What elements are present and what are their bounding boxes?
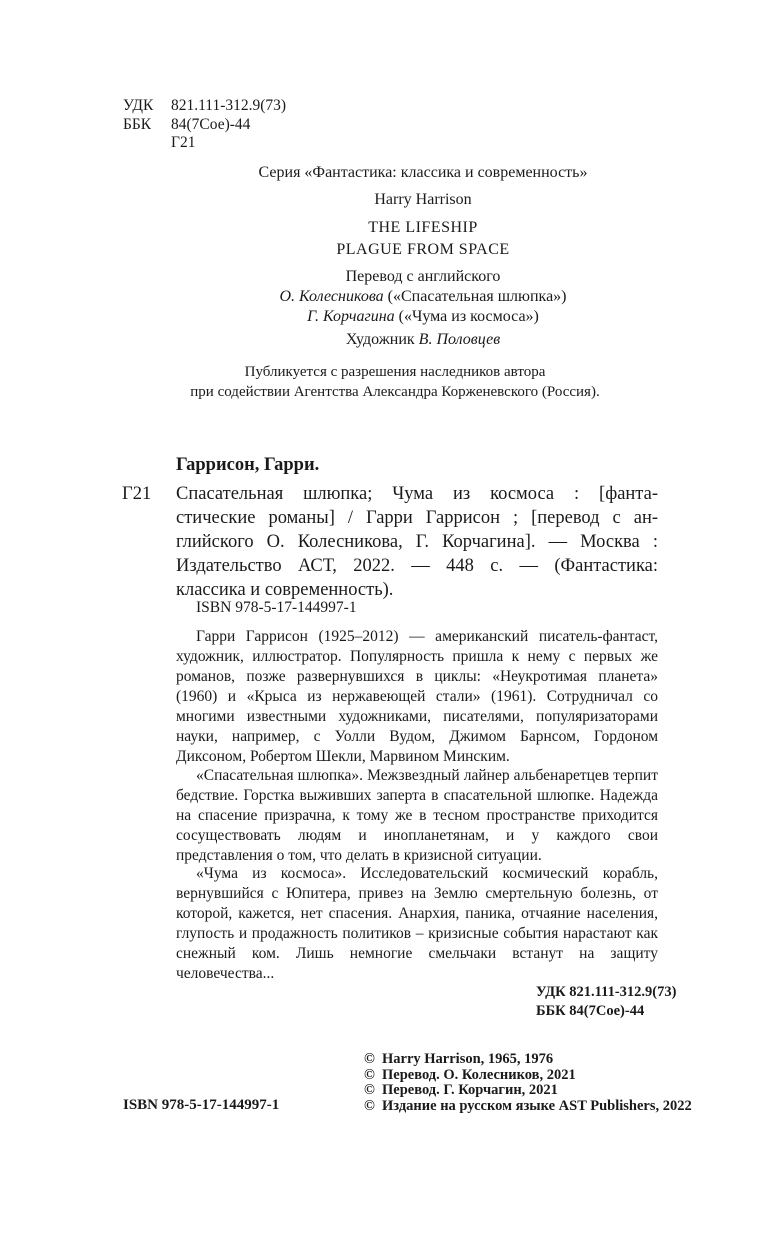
- artist-credit: [0, 330, 768, 350]
- translation-heading: Перевод с английского: [345, 268, 501, 285]
- catalog-line: Издательство АСТ, 2022. — 448 с. — (Фантастика:: [176, 556, 658, 576]
- catalog-code: Г21: [122, 484, 152, 504]
- annotation-paragraph: «Спасательная шлюпка». Межзвездный лайнер альбенаретцев терпит бедствие. Горстка выживших заперта в спасательной шлюпке. Надежда на спасение призрачна, к тому же в тесном пространстве приходится сосуществовать людям и инопланетянам, и у каждого свои представления о том, что делать в кризисной ситуации.: [176, 767, 658, 864]
- bottom-bbk: ББК 84(7Сое)-44: [536, 1003, 645, 1019]
- original-title-1: THE LIFESHIP: [368, 219, 478, 236]
- author-mark: Г21: [171, 134, 196, 151]
- copyright-text: Harry Harrison, 1965, 1976: [382, 1051, 554, 1067]
- copyright-text: Перевод. О. Колесников, 2021: [382, 1066, 576, 1083]
- copyright-symbol: ©: [364, 1097, 375, 1114]
- catalog-line: стические романы] / Гарри Гаррисон ; [перевод с ан-: [176, 508, 658, 528]
- copyright-line: [364, 1083, 692, 1099]
- series-line: Серия «Фантастика: классика и современность»: [258, 164, 588, 181]
- catalog-description: [176, 482, 658, 602]
- annotation-author-bio: [176, 627, 658, 767]
- udk-row: [123, 97, 286, 116]
- bbk-value: 84(7Сое)-44: [171, 115, 251, 133]
- copyright-text: Перевод. Г. Корчагин, 2021: [382, 1082, 558, 1098]
- copyright-text: Издание на русском языке AST Publishers, 2022: [382, 1097, 692, 1114]
- translator-1-title: («Спасательная шлюпка»): [383, 288, 567, 305]
- catalog-line: Спасательная шлюпка; Чума из космоса : [фанта-: [176, 484, 658, 504]
- copyright-symbol: ©: [364, 1082, 375, 1098]
- translator-2: [0, 307, 768, 327]
- translation-credits: [0, 267, 768, 327]
- copyright-line: [364, 1099, 692, 1115]
- udk-label: УДК: [123, 97, 154, 114]
- author-english: Harry Harrison: [374, 191, 472, 208]
- original-title-2: PLAGUE FROM SPACE: [336, 241, 510, 258]
- bottom-classification-codes: [536, 983, 676, 1021]
- translator-1: [0, 287, 768, 307]
- copyright-line: [364, 1052, 692, 1068]
- copyright-symbol: ©: [364, 1051, 375, 1067]
- classification-codes: [123, 97, 286, 153]
- artist-name: В. Половцев: [418, 331, 501, 348]
- translator-2-name: Г. Корчагина: [307, 308, 395, 325]
- permission-line-1: Публикуется с разрешения наследников автора: [244, 364, 546, 380]
- catalog-isbn: ISBN 978-5-17-144997-1: [196, 599, 357, 616]
- bbk-label: ББК: [123, 115, 152, 133]
- artist-label: Художник: [345, 331, 419, 348]
- catalog-author: Гаррисон, Гарри.: [176, 455, 320, 475]
- copyright-symbol: ©: [364, 1066, 375, 1083]
- annotation-lifeship: [176, 766, 658, 866]
- annotation-paragraph: «Чума из космоса». Исследовательский космический корабль, вернувшийся с Юпитера, привез на Землю смертельную болезнь, от которой, кажется, нет спасения. Анархия, паника, отчаяние населения, глупость и продажность политиков – кризисные события нарастают как снежный ком. Лишь немногие смельчаки встанут на защиту человечества...: [176, 865, 658, 982]
- bottom-udk: УДК 821.111-312.9(73): [536, 984, 677, 1000]
- permission-notice: [0, 362, 768, 402]
- annotation-plague: [176, 864, 658, 984]
- original-titles: [0, 217, 768, 261]
- translator-1-name: О. Колесникова: [279, 288, 384, 305]
- bottom-isbn: ISBN 978-5-17-144997-1: [123, 1097, 280, 1113]
- copyright-notices: [364, 1052, 692, 1114]
- catalog-line: классика и современность).: [176, 580, 394, 600]
- translator-2-title: («Чума из космоса»): [394, 308, 539, 325]
- bbk-row: [123, 116, 286, 135]
- permission-line-2: при содействии Агентства Александра Корженевского (Россия).: [190, 384, 600, 400]
- annotation-paragraph: Гарри Гаррисон (1925–2012) — американский писатель-фантаст, художник, иллюстратор. Популярность пришла к нему с первых же романов, позже развернувшихся в циклы: «Неукротимая планета» (1960) и «Крыса из нержавеющей стали» (1961). Сотрудничал со многими известными художниками, писателями, популяризаторами науки, например, с Уолли Вудом, Джимом Барнсом, Гордоном Диксоном, Робертом Шекли, Марвином Минским.: [176, 628, 658, 765]
- udk-value: 821.111-312.9(73): [171, 97, 287, 114]
- copyright-line: [364, 1068, 692, 1084]
- catalog-line: глийского О. Колесникова, Г. Корчагина]. — Москва :: [176, 532, 658, 552]
